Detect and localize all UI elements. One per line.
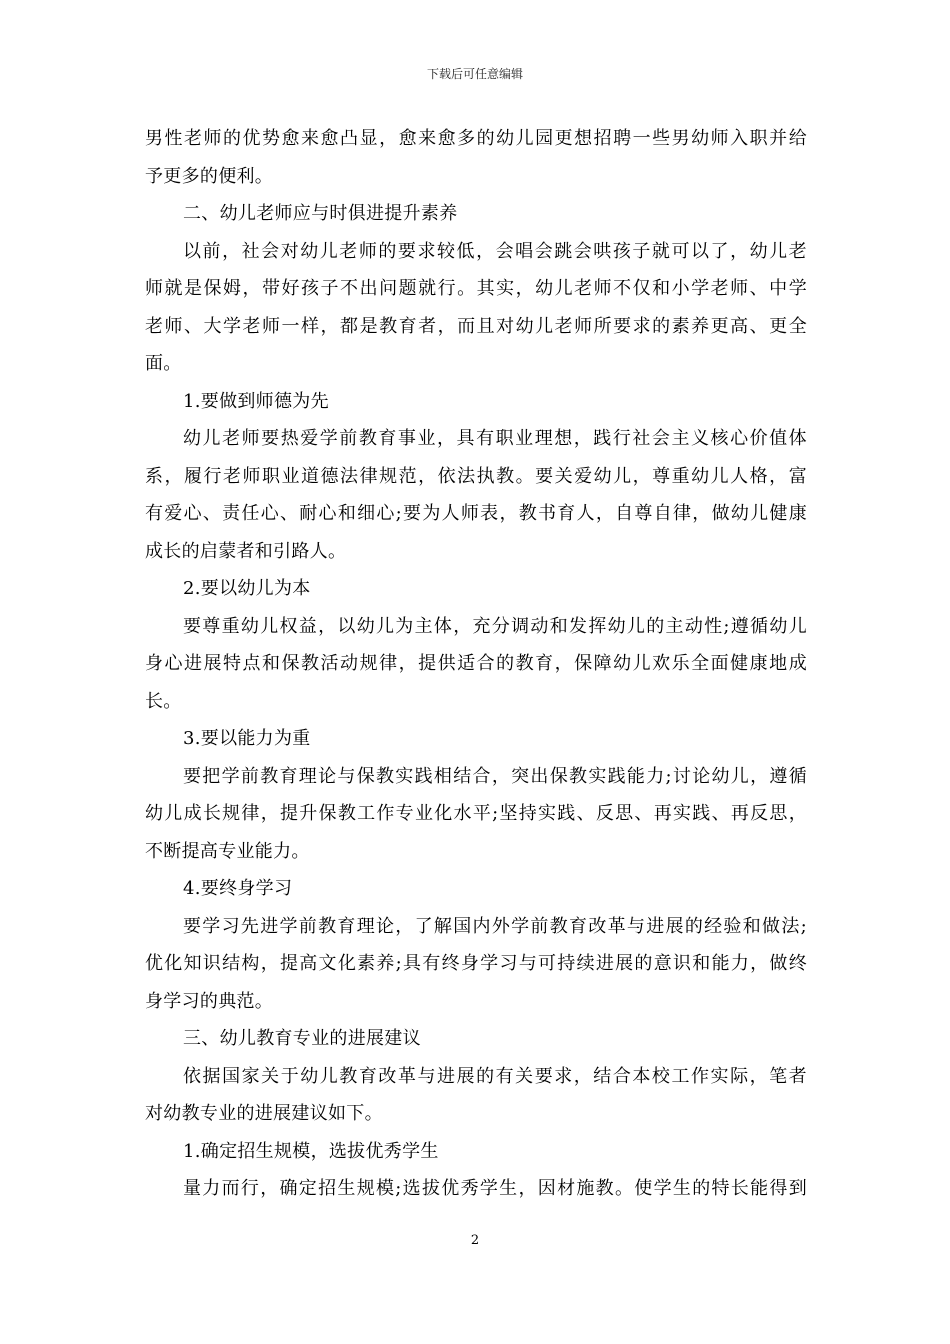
section-heading: 三、幼儿教育专业的进展建议 [183, 1028, 421, 1049]
text-line: 长。 [145, 690, 182, 712]
text-line: 成长的启蒙者和引路人。 [145, 540, 347, 562]
text-line: 男性老师的优势愈来愈凸显，愈来愈多的幼儿园更想招聘一些男幼师入职并给 [145, 128, 807, 149]
document-body [145, 120, 807, 1208]
text-line: 予更多的便利。 [145, 165, 274, 187]
text-line: 系，履行老师职业道德法律规范，依法执教。要关爱幼儿，尊重幼儿人格，富 [145, 465, 807, 487]
text-line: 要尊重幼儿权益，以幼儿为主体，充分调动和发挥幼儿的主动性;遵循幼儿 [183, 615, 807, 637]
section-heading: 1.确定招生规模，选拔优秀学生 [183, 1140, 439, 1162]
section-heading: 3.要以能力为重 [183, 728, 311, 749]
section-heading: 2.要以幼儿为本 [183, 578, 311, 599]
text-line: 不断提高专业能力。 [145, 840, 310, 862]
page-header-note: 下载后可任意编辑 [426, 67, 523, 81]
section-heading: 1.要做到师德为先 [183, 390, 329, 412]
text-line: 依据国家关于幼儿教育改革与进展的有关要求，结合本校工作实际，笔者 [183, 1065, 807, 1087]
text-line: 面。 [145, 353, 182, 374]
section-heading: 二、幼儿老师应与时俱进提升素养 [183, 203, 458, 224]
text-line: 老师、大学老师一样，都是教育者，而且对幼儿老师所要求的素养更高、更全 [145, 315, 807, 337]
text-line: 师就是保姆，带好孩子不出问题就行。其实，幼儿老师不仅和小学老师、中学 [145, 278, 807, 299]
text-line: 优化知识结构，提高文化素养;具有终身学习与可持续进展的意识和能力，做终 [145, 953, 807, 974]
text-line: 对幼教专业的进展建议如下。 [145, 1103, 383, 1124]
text-line: 幼儿成长规律，提升保教工作专业化水平;坚持实践、反思、再实践、再反思， [145, 803, 807, 824]
text-line: 有爱心、责任心、耐心和细心;要为人师表，教书育人，自尊自律，做幼儿健康 [145, 503, 807, 524]
text-line: 量力而行，确定招生规模;选拔优秀学生，因材施教。使学生的特长能得到 [183, 1178, 807, 1199]
text-line: 以前，社会对幼儿老师的要求较低，会唱会跳会哄孩子就可以了，幼儿老 [183, 240, 807, 262]
text-line: 身学习的典范。 [145, 990, 274, 1012]
text-line: 幼儿老师要热爱学前教育事业，具有职业理想，践行社会主义核心价值体 [183, 428, 807, 449]
text-line: 要把学前教育理论与保教实践相结合，突出保教实践能力;讨论幼儿，遵循 [183, 765, 807, 787]
page-number: 2 [470, 1233, 480, 1248]
text-line: 要学习先进学前教育理论，了解国内外学前教育改革与进展的经验和做法; [183, 915, 807, 937]
text-line: 身心进展特点和保教活动规律，提供适合的教育，保障幼儿欢乐全面健康地成 [145, 653, 807, 674]
section-heading: 4.要终身学习 [183, 878, 293, 899]
